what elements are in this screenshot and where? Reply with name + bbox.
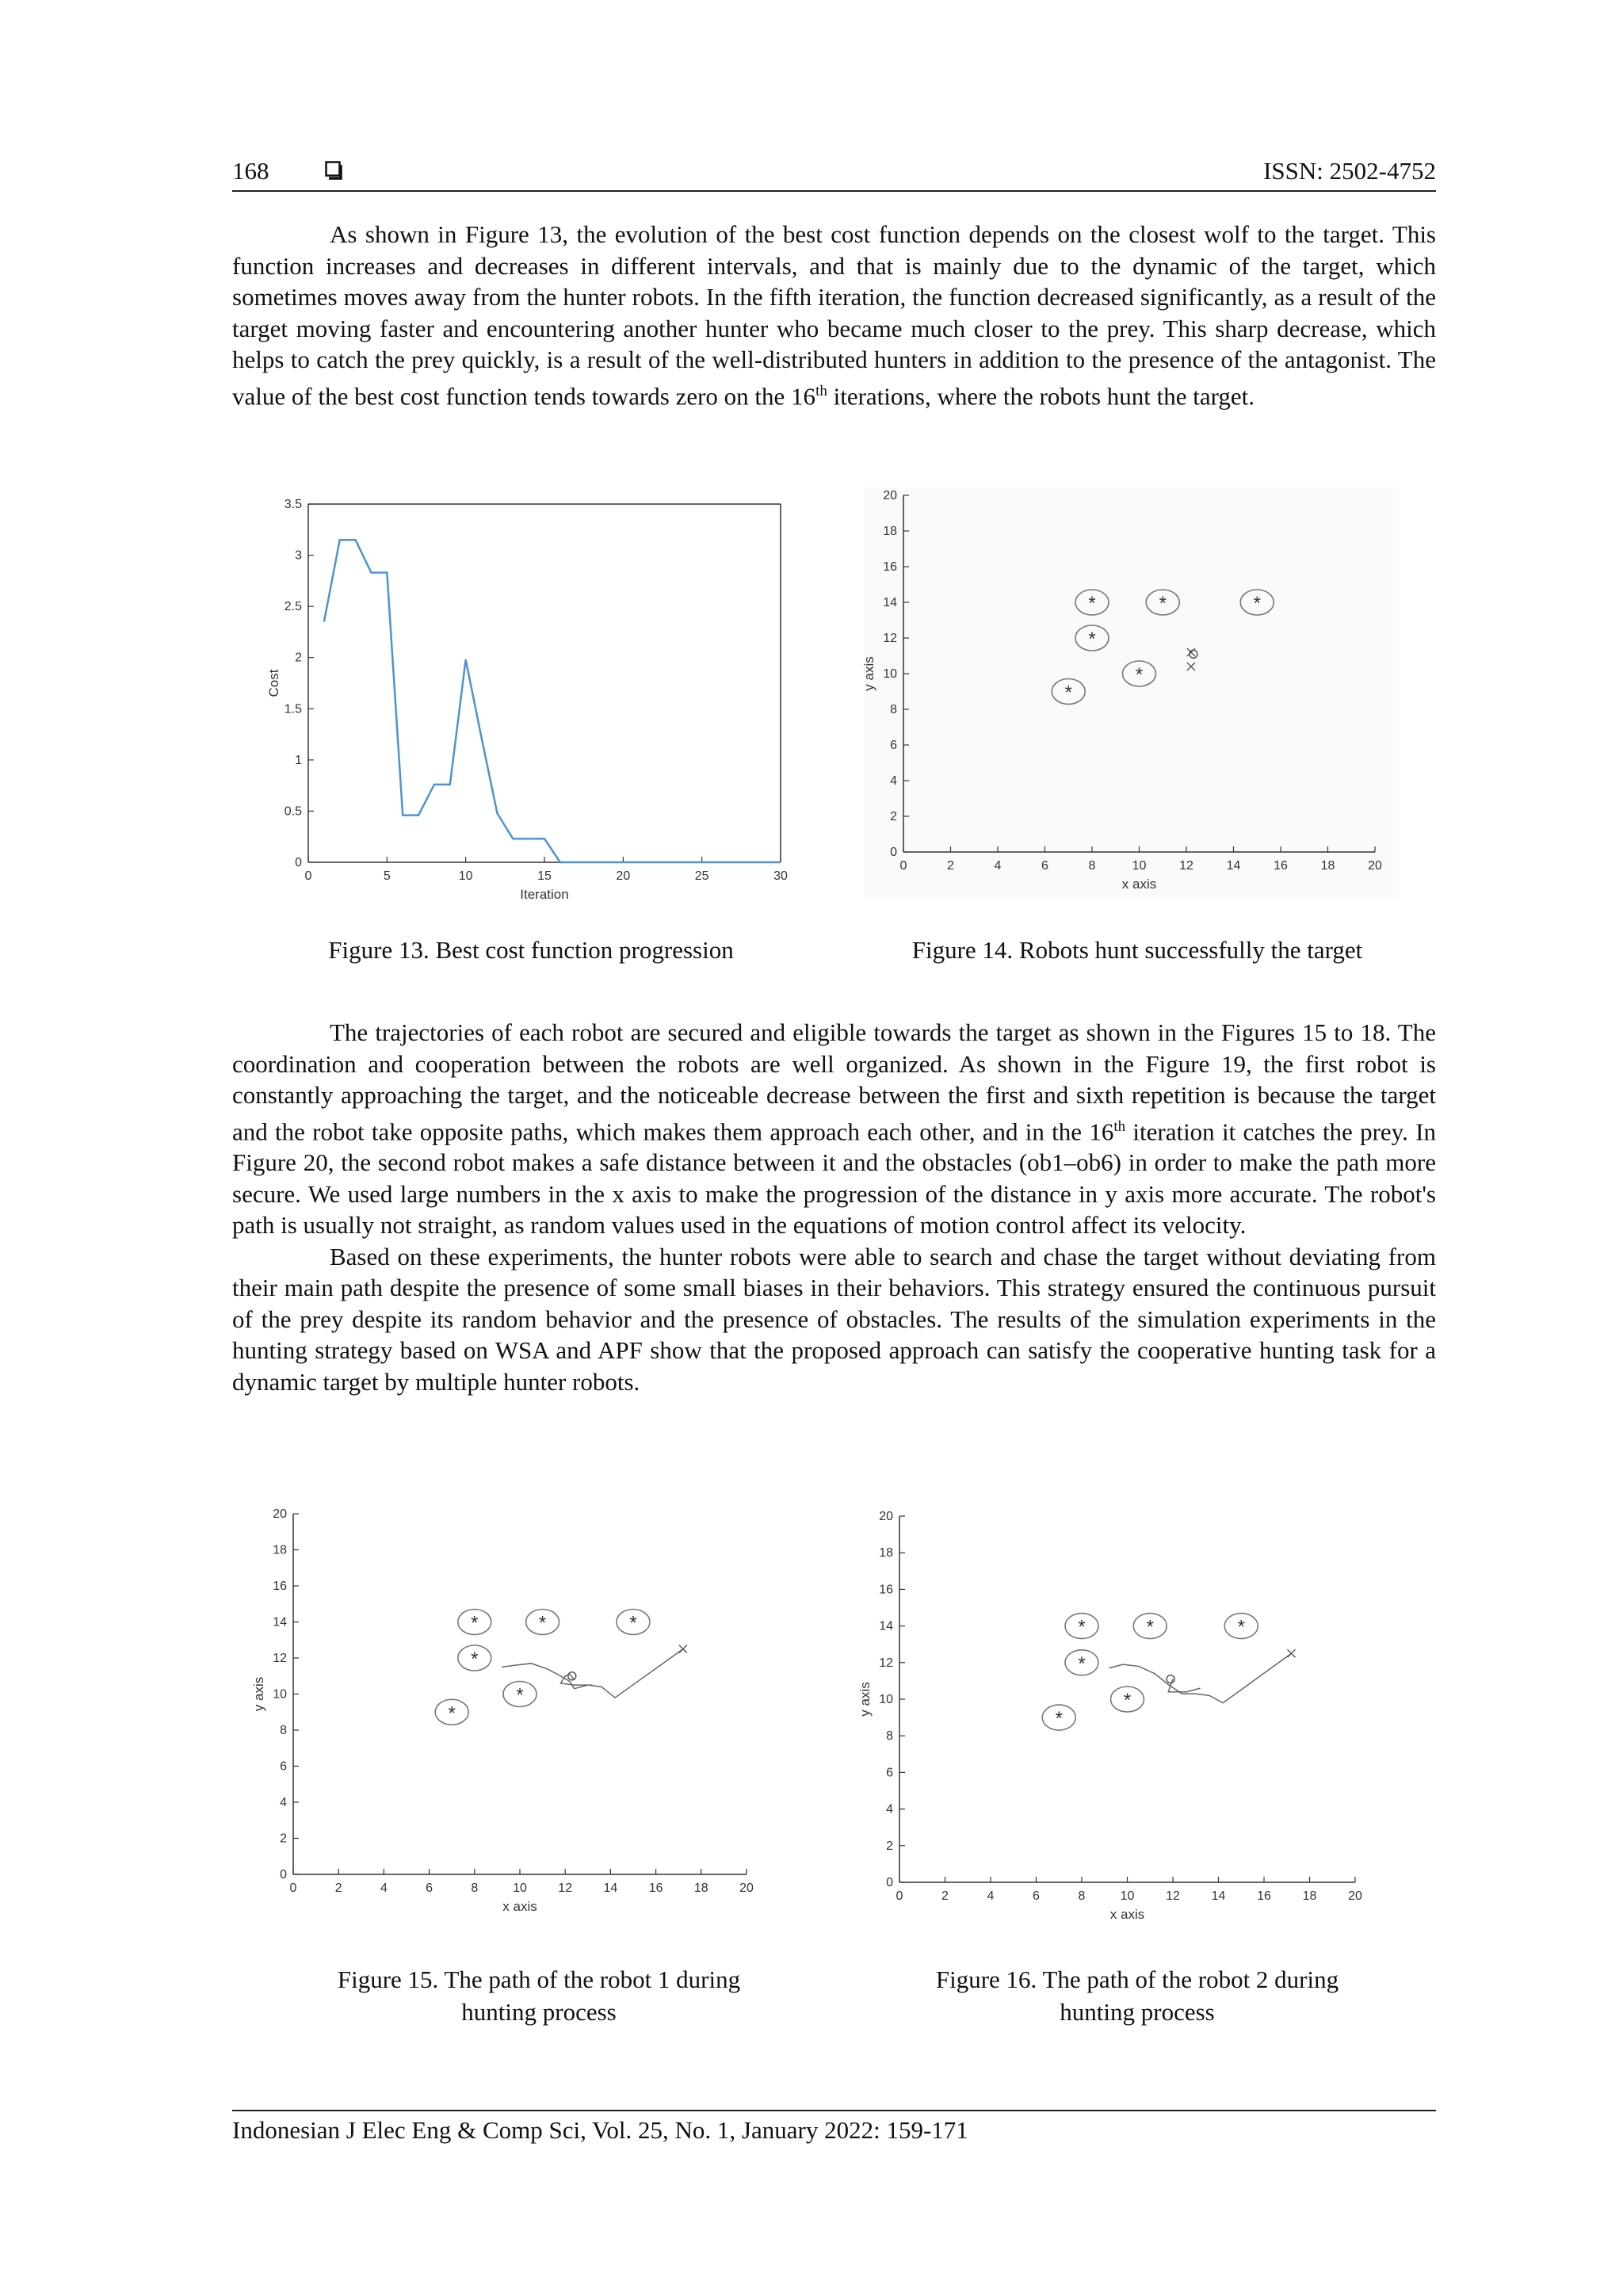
paragraph-2-text: The trajectories of each robot are secured and eligible towards the target as shown in the Figures 15 to 18. The coordination and cooperation between the robots are well organized. As shown in the Figure 19, the first robot is constantly approaching the target, and the noticeable decrease between the first and sixth repetition is because the target and the robot take opposite paths, which makes them approach each other, and in the 16 [232,1018,1436,1145]
y-tick-label: 4 [886,1802,893,1817]
x-tick-label: 20 [616,869,631,883]
y-tick-label: 2 [280,1832,287,1846]
obstacle-asterisk: * [629,1612,637,1634]
y-tick-label: 10 [273,1687,287,1702]
figure-16-chart [844,1490,1383,1934]
paragraph-2-sup: th [1113,1117,1126,1135]
y-tick-label: 16 [883,560,897,574]
y-tick-label: 12 [883,632,897,645]
x-tick-label: 6 [1041,859,1048,873]
paragraph-2-end: iteration it catches the prey. In Figure 20, the second robot makes a safe distance between it and the obstacles (ob1–ob6) in order to make the path more secure. We used large numbers in the x axis to make the progression of the distance in y axis more accurate. The robot's path is usually not straight, as random values used in the equations of motion control affect its velocity. [232,1117,1437,1240]
obstacle-asterisk: * [471,1612,479,1634]
paragraph-1-end: iterations, where the robots hunt the target. [827,381,1255,410]
x-tick-label: 0 [304,869,312,883]
y-tick-label: 3 [295,548,302,563]
y-tick-label: 20 [883,489,897,502]
y-axis-title: y axis [861,656,876,691]
figure-14-chart [861,487,1399,900]
figure-13-chart [258,487,804,911]
start-marker [679,1645,687,1653]
x-tick-label: 15 [537,869,552,883]
obstacle-asterisk: * [516,1684,524,1706]
y-axis-title: y axis [251,1676,266,1712]
x-tick-label: 14 [603,1881,618,1895]
x-tick-label: 18 [693,1881,708,1895]
x-tick-label: 16 [648,1881,663,1895]
paragraph-1 [232,219,1436,411]
x-tick-label: 0 [896,1889,903,1903]
chart-background [864,487,1399,900]
obstacle-asterisk: * [448,1702,456,1725]
x-tick-label: 12 [1166,1889,1180,1903]
issn-label: ISSN: 2502-4752 [1263,157,1436,185]
footer-citation: Indonesian J Elec Eng & Comp Sci, Vol. 25, No. 1, January 2022: 159-171 [232,2116,968,2144]
y-tick-label: 4 [890,774,897,788]
obstacle-asterisk: * [1237,1616,1245,1638]
figure-16-caption [860,1963,1415,2028]
y-tick-label: 0 [295,856,302,869]
start-marker [1288,1649,1296,1657]
obstacle-asterisk: * [1064,682,1072,704]
x-tick-label: 2 [334,1881,342,1895]
y-tick-label: 0.5 [284,804,302,819]
y-tick-label: 18 [883,525,897,538]
y-tick-label: 3.5 [284,498,302,511]
paragraph-2-block [232,1017,1436,1397]
robot-path-line [502,1649,683,1698]
y-axis-title: y axis [857,1682,873,1717]
x-tick-label: 10 [458,869,473,883]
x-tick-label: 8 [471,1881,479,1895]
figure-13-caption: Figure 13. Best cost function progression [328,936,734,964]
x-tick-label: 25 [694,869,709,883]
x-tick-label: 10 [1120,1889,1135,1903]
obstacle-asterisk: * [1088,593,1096,614]
y-tick-label: 12 [273,1652,287,1665]
obstacle-asterisk: * [1055,1708,1063,1730]
x-tick-label: 16 [1274,859,1288,873]
header-rule [232,190,1436,192]
page-number: 168 [232,157,269,185]
x-tick-label: 10 [1132,859,1147,873]
figure-16-caption-line2: hunting process [1060,1998,1215,2026]
x-tick-label: 14 [1226,859,1241,873]
y-tick-label: 18 [273,1543,287,1557]
paragraph-1-sup: th [815,382,827,399]
x-axis-title: Iteration [520,887,569,902]
y-tick-label: 14 [879,1619,893,1633]
x-axis-title: x axis [1109,1907,1145,1922]
robot-path-line [1109,1653,1292,1702]
x-tick-label: 12 [1179,859,1193,873]
end-marker [1167,1675,1174,1683]
figure-15-caption-line1: Figure 15. The path of the robot 1 during [337,1966,741,1993]
x-tick-label: 18 [1302,1889,1317,1903]
y-tick-label: 0 [890,846,897,859]
y-tick-label: 0 [280,1868,287,1881]
figure-15-caption-line2: hunting process [461,1998,617,2026]
y-tick-label: 20 [273,1507,287,1521]
x-axis-title: x axis [1121,877,1157,892]
x-tick-label: 6 [426,1881,433,1895]
x-tick-label: 20 [1368,859,1382,873]
y-tick-label: 16 [879,1583,893,1597]
y-tick-label: 14 [273,1615,287,1629]
y-tick-label: 18 [879,1546,893,1561]
x-tick-label: 8 [1088,859,1096,873]
y-tick-label: 0 [886,1876,893,1889]
figure-16-caption-line1: Figure 16. The path of the robot 2 during [935,1966,1339,1993]
x-tick-label: 16 [1257,1889,1271,1903]
x-tick-label: 8 [1078,1889,1086,1903]
x-tick-label: 20 [1348,1889,1362,1903]
y-tick-label: 16 [273,1580,287,1593]
figure-15-caption [262,1963,816,2028]
obstacle-asterisk: * [538,1612,547,1634]
obstacle-asterisk: * [1253,593,1261,614]
x-tick-label: 4 [380,1881,388,1895]
target-path-line [1168,1679,1200,1692]
y-tick-label: 6 [886,1766,893,1780]
y-tick-label: 14 [883,596,897,609]
y-tick-label: 4 [280,1796,287,1809]
x-tick-label: 2 [941,1889,949,1903]
x-tick-label: 0 [289,1881,297,1895]
y-tick-label: 20 [879,1510,893,1523]
y-tick-label: 1.5 [284,702,302,716]
y-tick-label: 8 [890,703,897,716]
footer-rule [232,2110,1436,2111]
obstacle-asterisk: * [1146,1616,1154,1638]
y-tick-label: 8 [280,1724,287,1737]
y-tick-label: 2 [295,651,302,665]
obstacle-asterisk: * [1159,593,1167,614]
x-tick-label: 4 [987,1889,995,1903]
x-axis-title: x axis [502,1899,537,1914]
x-tick-label: 4 [994,859,1002,873]
x-tick-label: 2 [947,859,954,873]
y-tick-label: 6 [890,739,897,752]
obstacle-asterisk: * [1078,1652,1086,1675]
y-tick-label: 6 [280,1759,287,1774]
x-tick-label: 12 [558,1881,573,1895]
y-tick-label: 1 [295,753,302,767]
obstacle-asterisk: * [1088,628,1096,650]
x-tick-label: 18 [1320,859,1335,873]
obstacle-asterisk: * [1123,1690,1132,1711]
figure-14-caption: Figure 14. Robots hunt successfully the target [911,936,1363,964]
x-tick-label: 10 [513,1881,527,1895]
x-tick-label: 6 [1033,1889,1040,1903]
y-tick-label: 12 [879,1656,893,1670]
x-tick-label: 5 [383,869,391,883]
y-tick-label: 10 [879,1693,893,1706]
y-tick-label: 2.5 [284,600,302,614]
obstacle-asterisk: * [471,1648,479,1670]
x-tick-label: 0 [899,859,907,873]
square-bullet-icon [325,161,344,180]
y-axis-title: Cost [266,669,281,697]
paragraph-3: Based on these experiments, the hunter robots were able to search and chase the target without deviating from their main path despite the presence of some small biases in their behaviors. This strategy ensured the continuous pursuit of the prey despite its random behavior and the presence of obstacles. The results of the simulation experiments in the hunting strategy based on WSA and APF show that the proposed approach can satisfy the cooperative hunting task for a dynamic target by multiple hunter robots. [232,1242,1436,1396]
figure-15-chart [238,1482,769,1926]
y-tick-label: 2 [890,810,897,823]
x-tick-label: 30 [773,869,788,883]
cost-series-line [324,540,781,862]
y-tick-label: 8 [886,1729,893,1744]
x-tick-label: 20 [739,1881,754,1895]
obstacle-asterisk: * [1135,664,1144,686]
y-tick-label: 10 [883,667,897,681]
obstacle-asterisk: * [1078,1616,1086,1638]
x-tick-label: 14 [1211,1889,1226,1903]
paragraph-1-text: As shown in Figure 13, the evolution of the best cost function depends on the closest wolf to the target. This function increases and decreases in different intervals, and that is mainly due to the dynamic of the target, which sometimes moves away from the hunter robots. In the fifth iteration, the function decreased significantly, as a result of the target moving faster and encountering another hunter who became much closer to the prey. This sharp decrease, which helps to catch the prey quickly, is a result of the well-distributed hunters in addition to the presence of the antagonist. The value of the best cost function tends towards zero on the 16 [232,220,1436,410]
y-tick-label: 2 [886,1839,893,1853]
